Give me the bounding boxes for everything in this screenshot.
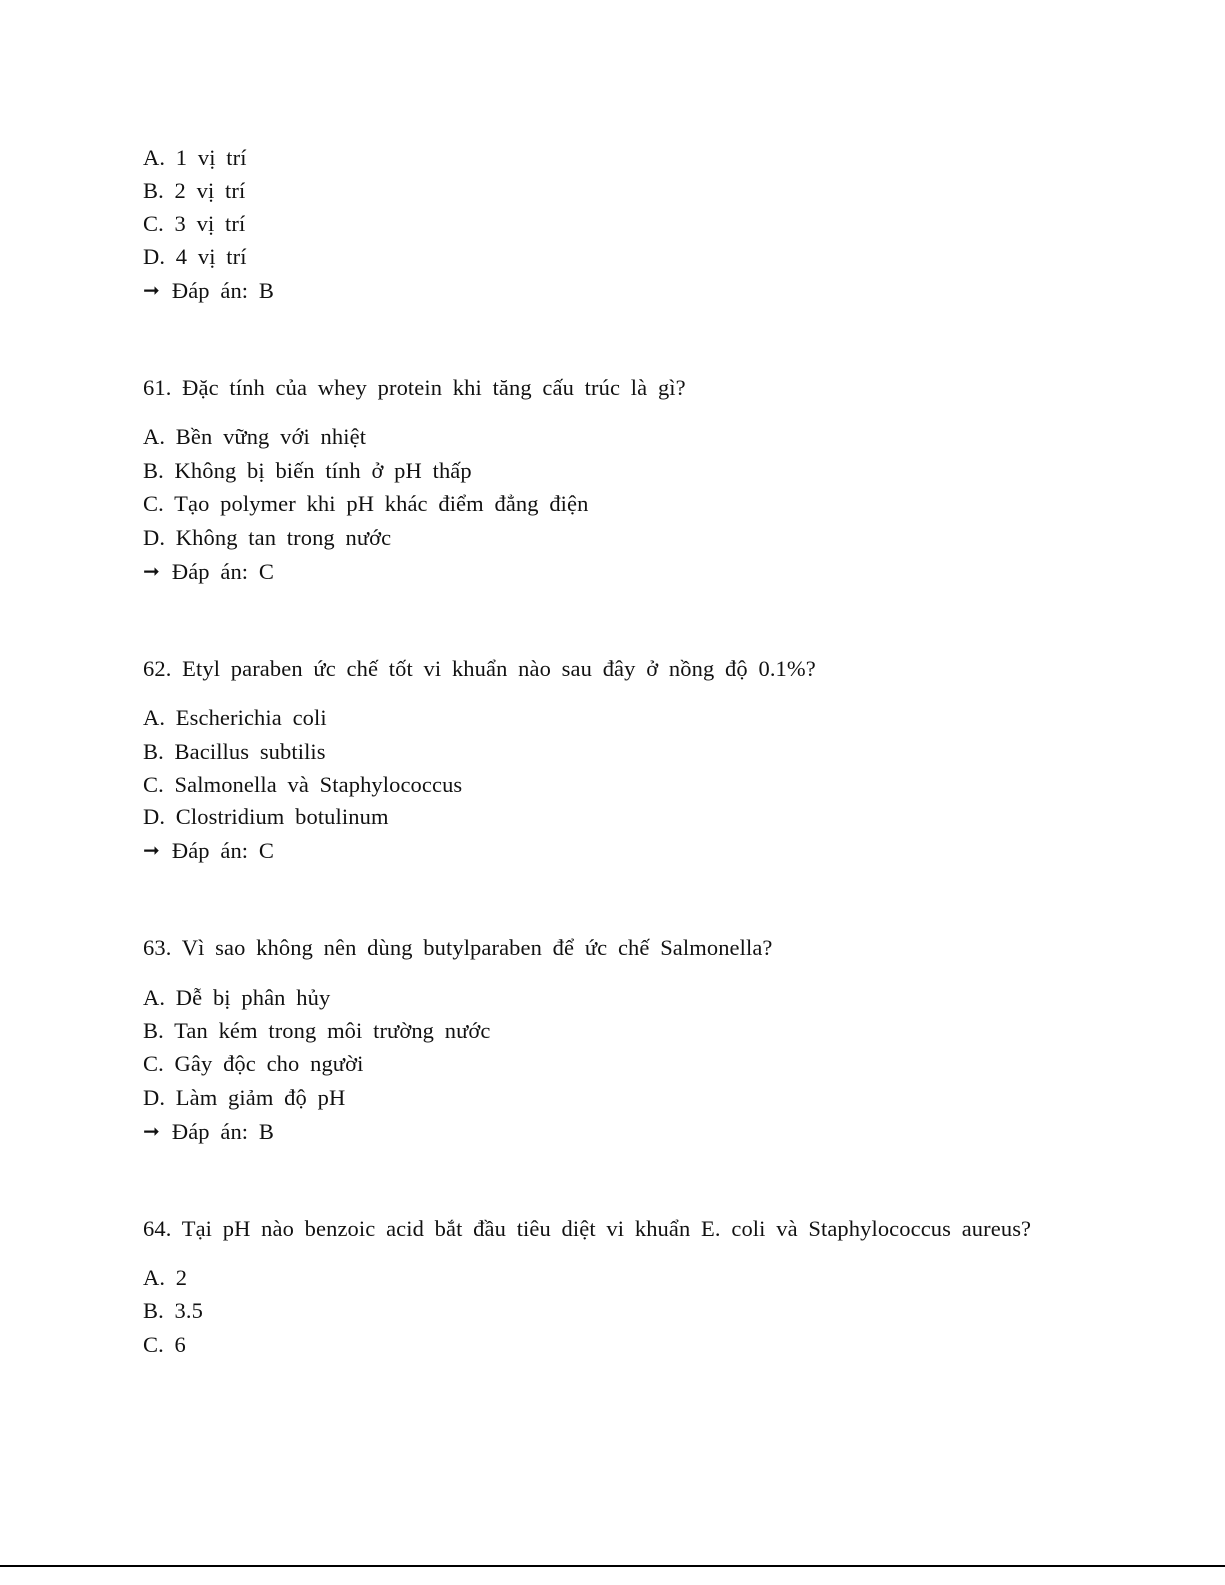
question-stem: 63. Vì sao không nên dùng butylparaben để ức chế Salmonella? [143, 935, 773, 960]
option-c: C. 6 [143, 1332, 186, 1357]
option-c: C. Tạo polymer khi pH khác điểm đẳng điện [143, 491, 589, 516]
page-bottom-rule [0, 1565, 1225, 1567]
answer-text: Đáp án: B [171, 278, 274, 303]
option-a: A. 2 [143, 1265, 188, 1290]
answer-text: Đáp án: B [171, 1119, 274, 1144]
option-d: D. Clostridium botulinum [143, 804, 389, 829]
option-a: A. 1 vị trí [143, 145, 247, 170]
option-b: B. Không bị biến tính ở pH thấp [143, 458, 472, 483]
option-c: C. Salmonella và Staphylococcus [143, 772, 463, 797]
right-arrow-icon: ➞ [143, 838, 160, 862]
option-d: D. Không tan trong nước [143, 525, 392, 550]
right-arrow-icon: ➞ [143, 278, 160, 302]
option-a: A. Dễ bị phân hủy [143, 985, 331, 1010]
right-arrow-icon: ➞ [143, 1119, 160, 1143]
option-a: A. Escherichia coli [143, 705, 327, 730]
answer-line [143, 838, 274, 864]
option-a: A. Bền vững với nhiệt [143, 424, 367, 449]
question-stem: 64. Tại pH nào benzoic acid bắt đầu tiêu diệt vi khuẩn E. coli và Staphylococcus aureus? [143, 1216, 1032, 1241]
answer-line [143, 278, 274, 304]
option-c: C. 3 vị trí [143, 211, 246, 236]
option-b: B. 3.5 [143, 1298, 203, 1323]
answer-text: Đáp án: C [171, 559, 274, 584]
right-arrow-icon: ➞ [143, 559, 160, 583]
question-stem: 61. Đặc tính của whey protein khi tăng cấu trúc là gì? [143, 375, 686, 400]
question-stem: 62. Etyl paraben ức chế tốt vi khuẩn nào sau đây ở nồng độ 0.1%? [143, 656, 816, 681]
answer-line [143, 1119, 274, 1145]
option-d: D. 4 vị trí [143, 244, 247, 269]
option-b: B. Tan kém trong môi trường nước [143, 1018, 491, 1043]
answer-line [143, 559, 274, 585]
answer-text: Đáp án: C [171, 838, 274, 863]
option-b: B. 2 vị trí [143, 178, 246, 203]
option-c: C. Gây độc cho người [143, 1051, 364, 1076]
option-b: B. Bacillus subtilis [143, 739, 326, 764]
option-d: D. Làm giảm độ pH [143, 1085, 346, 1110]
